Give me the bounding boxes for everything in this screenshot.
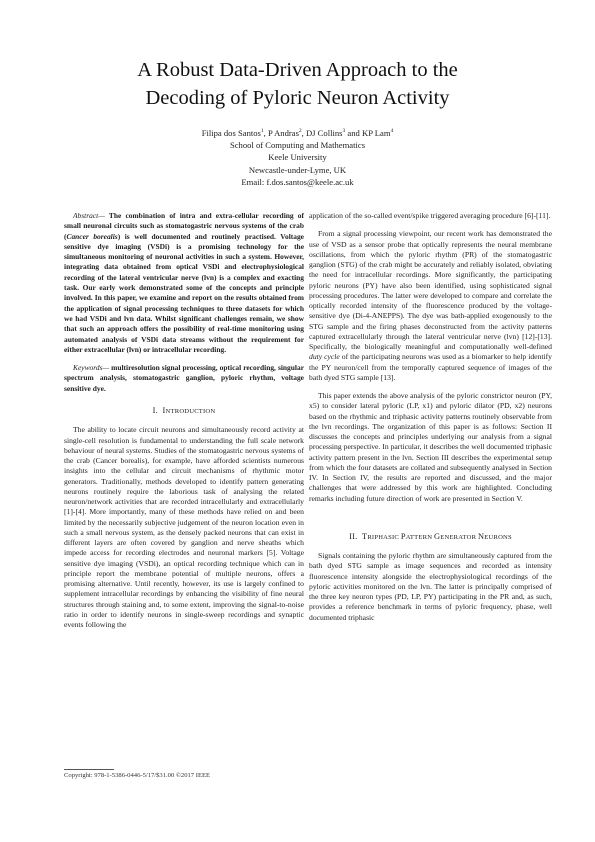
abstract-species: Cancer borealis	[66, 231, 118, 241]
abstract-lead: Abstract—	[73, 211, 105, 220]
right-paragraph-continued: application of the so-called event/spike triggered averaging procedure [6]-[11].	[309, 211, 551, 220]
section-title-rest: NTRODUCTION	[165, 408, 216, 416]
section-title-rest: ATTERN	[405, 533, 435, 541]
author-name: P Andras	[267, 128, 299, 138]
section-title-initial: P	[400, 531, 406, 541]
author-sup: 1	[260, 128, 264, 135]
keywords-lead: Keywords—	[73, 363, 110, 373]
section-title-initial: N	[478, 531, 485, 541]
keywords	[64, 363, 304, 394]
author-name: KP Lam	[361, 128, 391, 138]
keywords-text: multiresolution signal processing, optical recording, singular spectrum analysis, stomatogastric ganglion, pyloric rhythm, voltage sensitive dye.	[64, 363, 304, 393]
abstract	[64, 211, 304, 355]
right-column	[309, 211, 552, 623]
paragraph-gap	[309, 383, 552, 391]
paragraph-text: From a signal processing viewpoint, our recent work has demonstrated the use of VSD as a sensor probe that optically represents the neural membrane oscillations, from which the pyloric rhythm (PR) of the stomatogastric ganglion (STG) of the crab might be accurately and reliably isolated, obviating the need for intracellular recordings. More significantly, the participating pyloric neurons (PY) have also been identified, using sophisticated signal processing procedures. The latter were developed to compare and correlate the optically recorded intensity of the fluorescence produced by the voltage-sensitive dye (Di-4-ANEPPS). The dye was bath-applied exogenously to the STG sample and the firing phases deconstructed from the activity patterns captured extracellularly through the lateral ventricular nerve (lvn) [12]-[13]. Specifically, the biologically meaningful and computationally well-defined	[309, 229, 552, 351]
affiliation-line: School of Computing and Mathematics	[229, 140, 366, 151]
duty-cycle-term: duty cycle	[309, 352, 340, 362]
abstract-text: ) is well documented and routinely practised. Voltage sensitive dye imaging (VSDi) is a promising technology for the simultaneous monitoring of neuronal activities in such a system. However, integrating data obtained from optical VSDi and electrophysiological recording of the lateral ventricular nerve (lvn) is a complex and exacting task. Our early work demonstrated some of the concepts and principle involved. In this paper, we examine and report on the results obtained from the application of signal processing techniques to three datasets for which we had VSDi and lvn data. Whilst significant challenges remain, we show that such an approach offers the possibility of real-time monitoring using automated analysis of VSDi data streams without the requirement for either extracellular (lvn) or intracellular recording.	[64, 231, 304, 354]
paragraph-text: of the participating neurons was used as a biomarker to help identify the PY neuron/cell from the temporally captured sequence of images of the bath dyed STG sample [13].	[309, 352, 552, 382]
author-sup: 2	[298, 128, 302, 135]
section-title-rest: EURONS	[484, 533, 512, 541]
right-paragraph-signals: Signals containing the pyloric rhythm are simultaneously captured from the bath dyed STG sample as image sequences and recorded as intensity fluorescence intensity alongside the electrophysiological recordings of the pyloric activities monitored on the lvn. The latter is principally comprised of the three key neuron types (PD, LP, PY) participating in the PR and, as such, provides a reference benchmark in terms of pyloric frequency, phase, well documented triphasic	[309, 551, 552, 622]
section-title-initial: T	[362, 531, 368, 541]
title-line-1: A Robust Data-Driven Approach to the	[137, 59, 458, 81]
paragraph-gap	[309, 221, 552, 229]
author-sup: 3	[342, 128, 346, 135]
section-title-initial: G	[434, 531, 441, 541]
title-line-2: Decoding of Pyloric Neuron Activity	[145, 87, 450, 109]
section-heading-triphasic	[309, 532, 552, 543]
author-sup: 4	[390, 128, 394, 135]
author-separator: ,	[263, 128, 268, 138]
affiliation-line: Keele University	[268, 152, 327, 163]
section-number: II.	[349, 531, 358, 541]
right-paragraph-signal	[309, 229, 552, 383]
author-name: DJ Collins	[305, 128, 343, 138]
intro-paragraph: The ability to locate circuit neurons and simultaneously record activity at single-cell resolution is fundamental to understanding the full scale network behaviour of neural systems. Studies of the stomatogastric nervous systems of the crab (Cancer borealis), for example, have afforded scientists numerous insights into the cellular and circuit mechanisms of rhythmic motor generators. Traditionally, methods developed to identify pattern generating neurons routinely require the laborious task of analysing the related neuron/network activities that are recorded intracellularly and extracellularly [1]-[4]. More importantly, many of these methods have relied on and been limited by the necessarily subjective judgement of the neuron location even in such a small nervous system, as the densely packed neurons that can exist in different layers are often covered by ganglion and nerve sheaths which impede access for recording electrodes and neuronal markers [5]. Voltage sensitive dye imaging (VSDi), an optical recording technique which can in principle report the membrane potential of multiple neurons, offers a promising alternative. Until recently, however, its use is largely confined to supplement intracellular recordings by enhancing the visibility of fine neural structures through staining and, to some extent, improving the signal-to-noise ratio in order to identify neurons in single-sweep recordings and synaptic events following the	[64, 425, 304, 630]
author-block	[170, 127, 425, 188]
section-heading-introduction	[64, 406, 304, 417]
paper-title	[60, 56, 535, 112]
author-name: Filipa dos Santos	[201, 128, 261, 138]
abstract-text: The combination of intra and extra-cellular recording of small neuronal circuits such as stomatogastric nervous systems of the crab (	[64, 211, 304, 241]
section-title-initial: I	[162, 406, 166, 416]
affiliation-line: Newcastle-under-Lyme, UK	[248, 164, 347, 175]
section-title-rest: ENERATOR	[440, 533, 479, 541]
paragraph-gap	[309, 504, 552, 520]
author-separator: ,	[301, 128, 306, 138]
author-email: Email: f.dos.santos@keele.ac.uk	[241, 176, 354, 187]
right-paragraph-organization: This paper extends the above analysis of the pyloric constrictor neuron (PY, x5) to consider lateral pyloric (LP, x1) and pyloric dilator (PD, x2) neurons based on the rhythmic and triphasic activity patterns routinely observable from the lvn recordings. The organization of this paper is as follows: Section II discusses the concepts and principles underlying our analysis from a signal processing perspective. In particular, it describes the well documented triphasic activity pattern present in the lvn. Section III describes the experimental setup from which the four datasets are collated and subsequently analysed in Section IV. In Section IV, the results are reported and discussed, and the major challenges that were addressed by this work are highlighted. Concluding remarks including future direction of work are presented in Section V.	[309, 391, 552, 503]
author-list	[170, 127, 425, 139]
section-number: I.	[152, 406, 158, 416]
left-column	[64, 211, 304, 630]
author-separator: and	[345, 128, 362, 138]
footer-rule	[64, 769, 114, 770]
section-title-rest: RIPHASIC	[367, 533, 401, 541]
copyright-notice: Copyright: 978-1-5386-0446-5/17/$31.00 ©2017 IEEE	[64, 772, 211, 779]
